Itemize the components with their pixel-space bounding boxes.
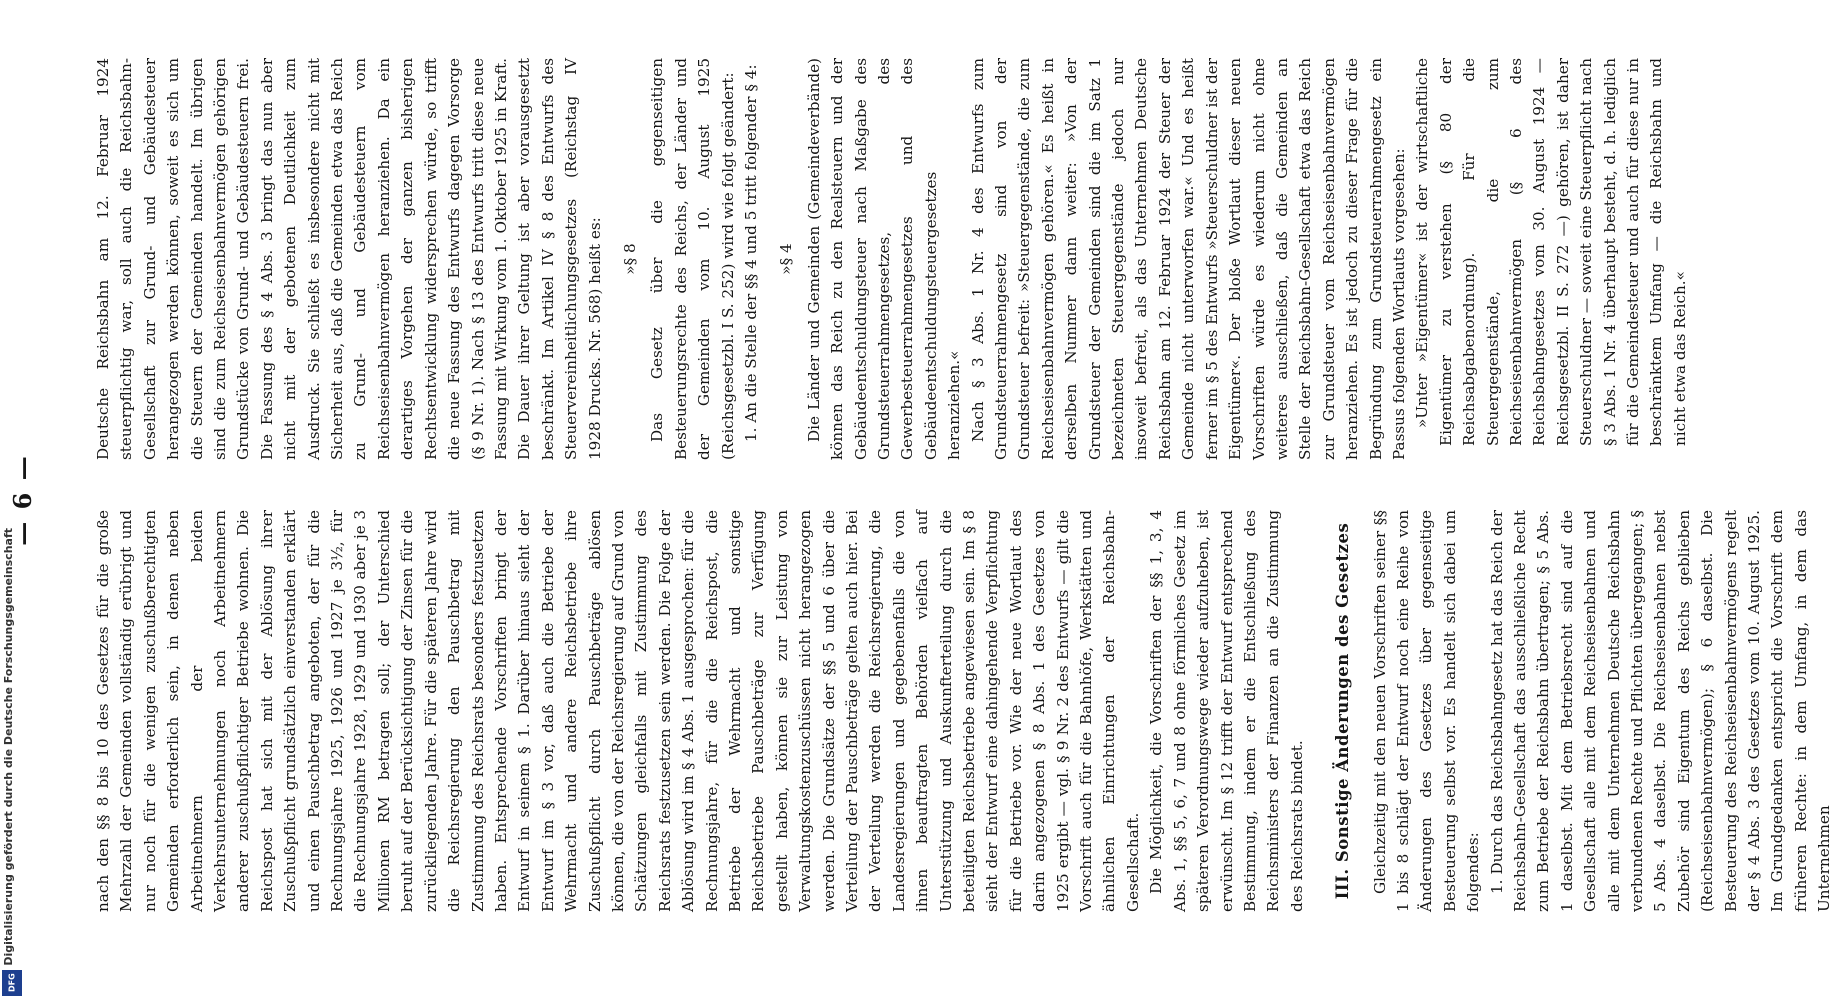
right-column bbox=[92, 58, 1692, 460]
section-paragraph-1: Gleichzeitig mit den neuen Vorschriften seiner §§ 1 bis 8 schlägt der Entwurf noch eine Reihe von Änderungen des Gesetzes über gegenseitige Besteuerung selbst vor. Es handelt sich dabei um folgendes: bbox=[1370, 510, 1483, 912]
right-explanation-paragraph: Nach § 3 Abs. 1 Nr. 4 des Entwurfs zum Grundsteuerrahmengesetz sind von der Grundsteuer befreit: »Steuergegenstände, die zum Reichseisenbahnvermögen gehören.« Es heißt in derselben Nummer dann weiter: »Von der Grundsteuer der Gemeinden sind die im Satz 1 bezeichneten Steuergegenstände jedoch nur insoweit befreit, als das Unternehmen Deutsche Reichsbahn am 12. Februar 1924 der Steuer der Gemeinde nicht unterworfen war.« Und es heißt ferner im § 5 des Entwurfs »Steuerschuldner ist der Eigentümer«. Der bloße Wortlaut dieser neuen Vorschriften würde es wiederum nicht ohne weiteres ausschließen, daß die Gemeinden an Stelle der Reichsbahn-Gesellschaft etwa das Reich zur Grundsteuer vom Reichseisenbahnvermögen heranziehen. Es ist jedoch zu dieser Frage für die Begründung zum Grundsteuerrahmengesetz ein Passus folgenden Wortlauts vorgesehen: bbox=[968, 58, 1408, 460]
left-column bbox=[92, 510, 1837, 912]
left-paragraph-2: Die Möglichkeit, die Vorschriften der §§ 1, 3, 4 Abs. 1, §§ 5, 6, 7 und 8 ohne förmliches Gesetz im späteren Verordnungswege wieder aufzuheben, ist erwünscht. Im § 12 trifft der Entwurf entsprechend Bestimmung, indem er die Entschließung des Reichsministers der Finanzen an die Zustimmung des Reichsrats bindet. bbox=[1147, 510, 1306, 912]
paragraph-8-text: Das Gesetz über die gegenseitigen Besteuerungsrechte des Reichs, der Länder und der Gemeinden vom 10. August 1925 (Reichsgesetzbl. I S. 252) wird wie folgt geändert: bbox=[648, 58, 737, 460]
left-paragraph-1: nach den §§ 8 bis 10 des Gesetzes für die große Mehrzahl der Gemeinden vollständig erübrigt und nur noch für die wenigen zuschußberechtigten Gemeinden erforderlich sein, in denen neben Arbeitnehmern der beiden Verkehrsunternehmungen noch Arbeitnehmern anderer zuschußpflichtiger Betriebe wohnen. Die Reichspost hat sich mit der Ablösung ihrer Zuschußpflicht grundsätzlich einverstanden erklärt und einen Pauschbetrag angeboten, der für die Rechnungsjahre 1925, 1926 und 1927 je 3½, für die Rechnungsjahre 1928, 1929 und 1930 aber je 3 Millionen RM betragen soll; der Unterschied beruht auf der Berücksichtigung der Zinsen für die zurückliegenden Jahre. Für die späteren Jahre wird die Reichsregierung den Pauschbetrag mit Zustimmung des Reichsrats besonders festzusetzen haben. Entsprechende Vorschriften bringt der Entwurf in seinem § 1. Darüber hinaus sieht der Entwurf im § 3 vor, daß auch die Betriebe der Wehrmacht und andere Reichsbetriebe ihre Zuschußpflicht durch Pauschbeträge ablösen können, die von der Reichsregierung auf Grund von Schätzungen gleichfalls mit Zustimmung des Reichsrats festzusetzen sein werden. Die Folge der Ablösung wird im § 4 Abs. 1 ausgesprochen: für die Rechnungsjahre, für die die Reichspost, die Betriebe der Wehrmacht und sonstige Reichsbetriebe Pauschbeträge zur Verfügung gestellt haben, können sie zur Leistung von Verwaltungskostenzuschüssen nicht herangezogen werden. Die Grundsätze der §§ 5 und 6 über die Verteilung der Pauschbeträge gelten auch hier. Bei der Verteilung werden die Reichsregierung, die Landesregierungen und gegebenenfalls die von ihnen beauftragten Behörden vielfach auf Unterstützung und Auskunfterteilung durch die beteiligten Reichsbetriebe angewiesen sein. Im § 8 sieht der Entwurf eine dahingehende Verpflichtung für die Betriebe vor. Wie der neue Wortlaut des darin angezogenen § 8 Abs. 1 des Gesetzes von 1925 ergibt — vgl. § 9 Nr. 2 des Entwurfs — gilt die Vorschrift auch für die Bahnhöfe, Werkstätten und ähnlichen Einrichtungen der Reichsbahn-Gesellschaft. bbox=[94, 510, 1142, 912]
section-heading: III. Sonstige Änderungen des Gesetzes bbox=[1333, 522, 1353, 900]
page-number: — 6 — bbox=[8, 454, 37, 546]
digitization-footer bbox=[0, 0, 26, 1000]
funding-note: Digitalisierung gefördert durch die Deutsche Forschungsgemeinschaft bbox=[2, 528, 15, 966]
paragraph-4-heading: »§ 4 bbox=[777, 243, 796, 275]
section-paragraph-2: 1. Durch das Reichsbahngesetz hat das Reich der Reichsbahn-Gesellschaft das ausschließliche Recht zum Betriebe der Reichsbahn übertragen; § 5 Abs. 1 daselbst. Mit dem Betriebsrecht sind auf die Gesellschaft alle mit dem Reichseisenbahnen und alle mit dem Unternehmen Deutsche Reichsbahn verbundenen Rechte und Pflichten übergegangen; § 5 Abs. 4 daselbst. Die Reichseisenbahnen nebst Zubehör sind Eigentum des Reichs geblieben (Reichseisenbahnvermögen); § 6 daselbst. Die Besteuerung des Reichseisenbahnvermögens regelt der § 4 Abs. 3 des Gesetzes vom 10. August 1925. Im Grundgedanken entspricht die Vorschrift dem früheren Rechte: in dem Umfang, in dem das Unternehmen bbox=[1487, 510, 1834, 912]
amendment-item-1: 1. An die Stelle der §§ 4 und 5 tritt folgender § 4: bbox=[741, 64, 760, 442]
paragraph-4-text: Die Länder und Gemeinden (Gemeindeverbände) können das Reich zu den Realsteuern und der Gebäudeentschuldungsteuer nach Maßgabe des Grundsteuerrahmengesetzes, des Gewerbesteuerrahmengesetzes und des Gebäudeentschuldungsteuergesetzes heranziehen.« bbox=[804, 58, 964, 460]
right-intro-paragraph: Deutsche Reichsbahn am 12. Februar 1924 steuerpflichtig war, soll auch die Reichsbahn-Gesellschaft zur Grund- und Gebäudesteuer herangezogen werden können, soweit es sich um die Steuern der Gemeinden handelt. Im übrigen sind die zum Reichseisenbahnvermögen gehörigen Grundstücke von Grund- und Gebäudesteuern frei. Die Fassung des § 4 Abs. 3 bringt das nun aber nicht mit der gebotenen Deutlichkeit zum Ausdruck. Sie schließt es insbesondere nicht mit Sicherheit aus, daß die Gemeinden etwa das Reich zu Grund- und Gebäudesteuern vom Reichseisenbahnvermögen heranziehen. Da ein derartiges Vorgehen der ganzen bisherigen Rechtsentwicklung widersprechen würde, so trifft die neue Fassung des Entwurfs dagegen Vorsorge (§ 9 Nr. 1). Nach § 13 des Entwurfs tritt diese neue Fassung mit Wirkung vom 1. Oktober 1925 in Kraft. Die Dauer ihrer Geltung ist aber vorausgesetzt beschränkt. Im Artikel IV § 8 des Entwurfs des Steuervereinheitlichungsgesetzes (Reichstag IV 1928 Drucks. Nr. 568) heißt es: bbox=[94, 58, 604, 460]
final-quote-paragraph: »Unter »Eigentümer« ist der wirtschaftliche Eigentümer zu verstehen (§ 80 der Reichsabgabenordnung). Für die Steuergegenstände, die zum Reichseisenbahnvermögen (§ 6 des Reichsbahngesetzes vom 30. August 1924 — Reichsgesetzbl. II S. 272 —) gehören, ist daher Steuerschuldner — soweit eine Steuerpflicht nach § 3 Abs. 1 Nr. 4 überhaupt besteht, d. h. lediglich für die Gemeindesteuer und auch für diese nur in beschränktem Umfang — die Reichsbahn und nicht etwa das Reich.« bbox=[1413, 58, 1689, 446]
paragraph-8-heading: »§ 8 bbox=[620, 243, 639, 275]
dfg-logo: DFG bbox=[2, 970, 22, 996]
